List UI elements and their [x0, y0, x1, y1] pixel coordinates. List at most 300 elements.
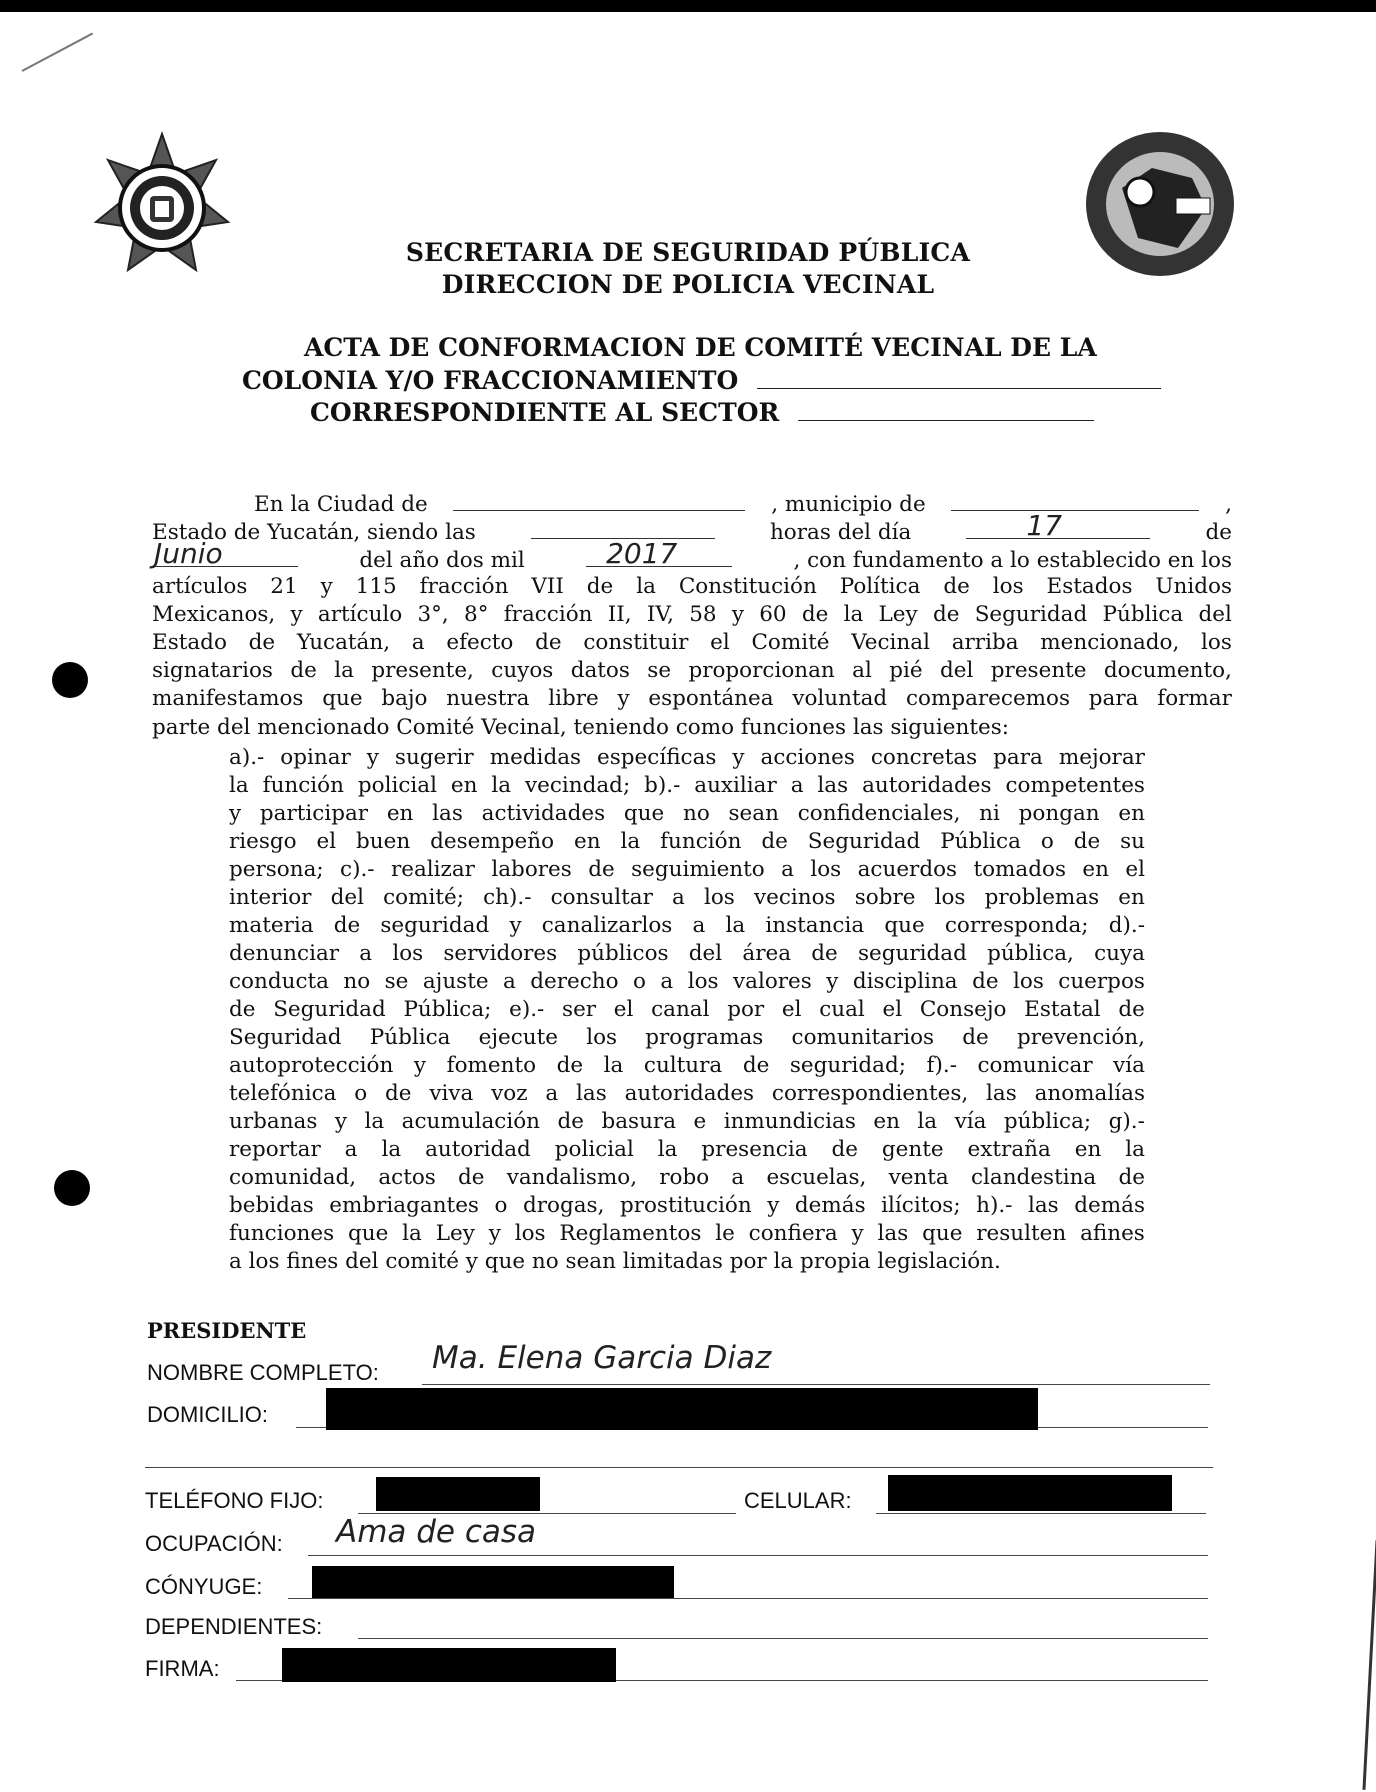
- word: en: [386, 801, 414, 826]
- word: o: [354, 1081, 368, 1106]
- word: cuya: [1094, 941, 1145, 966]
- word: basura: [601, 1109, 677, 1134]
- word: la: [402, 1221, 422, 1246]
- word: inmundicias: [723, 1109, 856, 1134]
- word: acuerdos: [857, 857, 958, 882]
- word: viva: [429, 1081, 474, 1106]
- word: afines: [1080, 1221, 1145, 1246]
- word: voluntad: [792, 686, 888, 712]
- word: formar: [1157, 686, 1232, 712]
- redaction-bar: [326, 1388, 1038, 1430]
- title-line-1: ACTA DE CONFORMACION DE COMITÉ VECINAL DE LA: [304, 333, 1097, 362]
- dependientes-field[interactable]: [358, 1637, 1208, 1639]
- word: autoridad: [425, 1137, 531, 1162]
- intro-paragraph: [152, 488, 1232, 742]
- functions-line: [229, 996, 1145, 1024]
- word: programas: [645, 1025, 764, 1050]
- word: anomalías: [1034, 1081, 1145, 1106]
- punch-hole: [52, 662, 88, 698]
- word: g).-: [1108, 1109, 1145, 1134]
- scan-top-border: [0, 0, 1376, 12]
- functions-line: [229, 912, 1145, 940]
- word: espontánea: [648, 686, 774, 712]
- word: cual: [819, 997, 865, 1022]
- word: seguridad: [857, 941, 967, 966]
- word: del: [1198, 601, 1232, 627]
- word: a: [781, 857, 794, 882]
- word: canal: [651, 997, 710, 1022]
- word: de: [248, 629, 276, 655]
- word: d).-: [1108, 913, 1145, 938]
- word: Pública;: [403, 997, 492, 1022]
- word: comunitarios: [791, 1025, 935, 1050]
- word: conducta: [229, 969, 329, 994]
- word: por: [727, 997, 765, 1022]
- word: Seguridad: [974, 601, 1088, 627]
- word: buen: [356, 829, 411, 854]
- word: de: [962, 1025, 989, 1050]
- word: que: [922, 1221, 963, 1246]
- word: policial: [357, 773, 437, 798]
- word: vecindad;: [524, 773, 631, 798]
- word: pública,: [987, 941, 1074, 966]
- word: el: [316, 829, 337, 854]
- word: la: [491, 773, 512, 798]
- word: pongan: [1018, 801, 1100, 826]
- word: para: [993, 745, 1043, 770]
- word: los: [810, 857, 842, 882]
- word: Consejo: [919, 997, 1007, 1022]
- word: en: [1074, 1137, 1102, 1162]
- word: los: [392, 941, 424, 966]
- word: 3°,: [417, 601, 449, 627]
- word: fracción: [419, 573, 509, 599]
- word: 58: [689, 601, 717, 627]
- word: Pública: [1102, 601, 1184, 627]
- word: a: [731, 1165, 745, 1190]
- word: la: [725, 913, 746, 938]
- word: a).-: [229, 745, 265, 770]
- word: la: [381, 1137, 402, 1162]
- word: telefónica: [229, 1081, 337, 1106]
- text-estado: Estado de Yucatán, siendo las: [152, 520, 476, 546]
- word: del: [940, 658, 974, 684]
- functions-line: [229, 1108, 1145, 1136]
- word: e).-: [509, 997, 545, 1022]
- word: bebidas: [229, 1193, 314, 1218]
- word: el: [710, 629, 730, 655]
- redaction-bar: [376, 1477, 540, 1511]
- word: instancia: [765, 913, 865, 938]
- text-de: de: [1205, 520, 1232, 546]
- title-line-2: [242, 366, 1161, 395]
- word: los: [514, 1221, 546, 1246]
- word: Estados: [1046, 573, 1133, 599]
- redaction-bar: [312, 1566, 674, 1598]
- word: presente: [990, 658, 1087, 684]
- functions-line: [229, 1080, 1145, 1108]
- word: al: [852, 658, 872, 684]
- word: los: [934, 885, 966, 910]
- word: escuelas,: [766, 1165, 867, 1190]
- word: de: [1118, 997, 1145, 1022]
- word: 21: [270, 573, 298, 599]
- word: los: [687, 969, 719, 994]
- word: valores: [732, 969, 812, 994]
- word: persona;: [229, 857, 324, 882]
- punch-hole: [54, 1170, 90, 1206]
- word: en: [573, 829, 601, 854]
- word: proporcionan: [688, 658, 835, 684]
- word: de: [742, 1053, 770, 1078]
- paragraph-line: [152, 629, 1232, 657]
- word: seguridad;: [789, 1053, 906, 1078]
- word: de: [290, 658, 317, 684]
- word: gente: [881, 1137, 944, 1162]
- word: resulten: [976, 1221, 1067, 1246]
- word: de: [761, 829, 788, 854]
- word: para: [1088, 686, 1139, 712]
- word: Vecinal: [851, 629, 930, 655]
- word: IV,: [646, 601, 674, 627]
- word: confidenciales,: [797, 801, 961, 826]
- word: el: [882, 997, 903, 1022]
- word: de: [801, 601, 829, 627]
- word: Comité: [751, 629, 830, 655]
- dependientes-label: DEPENDIENTES:: [145, 1614, 323, 1639]
- word: área: [742, 941, 792, 966]
- word: a: [790, 773, 804, 798]
- word: la: [620, 829, 641, 854]
- word: documento,: [1103, 658, 1232, 684]
- header-line-1: SECRETARIA DE SEGURIDAD PÚBLICA: [405, 238, 971, 267]
- functions-line: [229, 1136, 1145, 1164]
- word: de: [811, 941, 838, 966]
- word: demás: [1074, 1193, 1145, 1218]
- word: Mexicanos,: [152, 601, 276, 627]
- domicilio-label: DOMICILIO:: [147, 1402, 269, 1427]
- word: que: [884, 913, 925, 938]
- word: a: [545, 1081, 559, 1106]
- ocupacion-field[interactable]: [308, 1554, 1208, 1556]
- word: materia: [229, 913, 314, 938]
- paragraph-line: parte del mencionado Comité Vecinal, teniendo como funciones las siguientes:: [152, 714, 1010, 740]
- word: Pública: [369, 1025, 451, 1050]
- word: ejecute: [478, 1025, 559, 1050]
- header-line-2: DIRECCION DE POLICIA VECINAL: [441, 270, 935, 299]
- word: y: [767, 1193, 780, 1218]
- word: Estatal: [1024, 997, 1101, 1022]
- nombre-field[interactable]: [422, 1383, 1210, 1385]
- celular-field[interactable]: [876, 1512, 1206, 1514]
- word: la: [1125, 1137, 1145, 1162]
- word: públicos: [577, 941, 669, 966]
- word: vía: [1113, 1053, 1145, 1078]
- word: arriba: [951, 629, 1019, 655]
- word: opinar: [280, 745, 351, 770]
- text-fundamento: , con fundamento a lo establecido en los: [793, 548, 1232, 574]
- word: no: [682, 801, 710, 826]
- word: presente,: [371, 658, 474, 684]
- word: VII: [531, 573, 564, 599]
- functions-line: [229, 772, 1145, 800]
- word: la: [657, 1137, 678, 1162]
- word: en: [1082, 857, 1109, 882]
- word: Ley: [435, 1221, 475, 1246]
- word: derecho: [530, 969, 619, 994]
- word: las: [576, 1081, 607, 1106]
- word: libre: [548, 686, 599, 712]
- word: de: [972, 969, 999, 994]
- word: Constitución: [678, 573, 817, 599]
- word: que: [623, 801, 665, 826]
- word: Unidos: [1155, 573, 1232, 599]
- word: c).-: [340, 857, 375, 882]
- word: e: [693, 1109, 707, 1134]
- word: del: [688, 941, 723, 966]
- word: a: [411, 629, 425, 655]
- word: de: [831, 1137, 858, 1162]
- functions-line: a los fines del comité y que no sean limitadas por la propia legislación.: [229, 1249, 1001, 1274]
- word: Seguridad: [273, 997, 386, 1022]
- text-anio: del año dos mil: [359, 548, 525, 574]
- word: servidores: [443, 941, 558, 966]
- word: a: [359, 941, 373, 966]
- word: tomados: [973, 857, 1066, 882]
- word: Reglamentos: [559, 1221, 702, 1246]
- word: la: [917, 1109, 938, 1134]
- mes-field[interactable]: [152, 537, 298, 571]
- word: vía: [954, 1109, 987, 1134]
- title-sector-label: CORRESPONDIENTE AL SECTOR: [310, 398, 780, 427]
- word: h).-: [976, 1193, 1013, 1218]
- word: robo: [659, 1165, 710, 1190]
- sector-blank[interactable]: [798, 419, 1094, 421]
- functions-line: [229, 1052, 1145, 1080]
- word: Yucatán,: [296, 629, 391, 655]
- word: drogas,: [522, 1193, 605, 1218]
- word: sobre: [854, 885, 916, 910]
- word: pública;: [1003, 1109, 1092, 1134]
- word: la: [843, 601, 864, 627]
- word: ilícitos;: [881, 1193, 961, 1218]
- word: denunciar: [229, 941, 340, 966]
- word: disciplina: [852, 969, 958, 994]
- word: del: [330, 885, 364, 910]
- word: y: [617, 686, 630, 712]
- word: extraña: [967, 1137, 1051, 1162]
- word: sean: [728, 801, 779, 826]
- word: interior: [229, 885, 312, 910]
- functions-line: [229, 1024, 1145, 1052]
- word: prostitución: [619, 1193, 752, 1218]
- word: vecinos: [753, 885, 836, 910]
- word: cultura: [643, 1053, 723, 1078]
- word: de: [229, 997, 256, 1022]
- word: realizar: [390, 857, 475, 882]
- horas-blank[interactable]: [531, 516, 715, 539]
- word: 60: [759, 601, 787, 627]
- telefono-label: TELÉFONO FIJO:: [145, 1488, 324, 1513]
- word: correspondientes,: [771, 1081, 969, 1106]
- word: el: [1125, 857, 1145, 882]
- dia-field[interactable]: [966, 508, 1150, 542]
- municipio-blank[interactable]: [951, 488, 1199, 511]
- word: las: [986, 1081, 1017, 1106]
- text-horas: horas del día: [769, 520, 912, 546]
- word: Estado: [152, 629, 227, 655]
- title-line-3: [310, 398, 1094, 427]
- word: los: [703, 885, 735, 910]
- word: manifestamos: [152, 686, 304, 712]
- word: la: [334, 658, 354, 684]
- ocupacion-label: OCUPACIÓN:: [145, 1531, 283, 1556]
- nombre-label: NOMBRE COMPLETO:: [147, 1360, 379, 1385]
- word: en: [450, 773, 478, 798]
- paragraph-line: [152, 657, 1232, 685]
- word: fracción: [503, 601, 593, 627]
- word: ser: [562, 997, 597, 1022]
- title-colonia-label: COLONIA Y/O FRACCIONAMIENTO: [242, 366, 739, 395]
- word: en: [1118, 885, 1145, 910]
- word: mencionado,: [1040, 629, 1180, 655]
- word: que: [322, 686, 363, 712]
- word: y: [413, 1053, 427, 1078]
- word: problemas: [984, 885, 1100, 910]
- word: II,: [607, 601, 632, 627]
- word: competentes: [1005, 773, 1145, 798]
- word: pié: [889, 658, 923, 684]
- word: auxiliar: [694, 773, 777, 798]
- word: nuestra: [446, 686, 530, 712]
- colonia-blank[interactable]: [757, 387, 1161, 389]
- word: la: [364, 1109, 385, 1134]
- anio-handwritten: 2017: [606, 537, 678, 571]
- anio-field[interactable]: [586, 537, 732, 571]
- word: reportar: [229, 1137, 321, 1162]
- word: cuyos: [491, 658, 554, 684]
- word: de: [586, 573, 614, 599]
- paragraph-line: [152, 573, 1232, 601]
- ciudad-blank[interactable]: [453, 488, 745, 511]
- paragraph-line: [152, 601, 1232, 629]
- word: funciones: [229, 1221, 335, 1246]
- word: de: [1073, 829, 1101, 854]
- word: se: [647, 658, 672, 684]
- word: a: [672, 885, 685, 910]
- word: función: [660, 829, 742, 854]
- word: Ley: [878, 601, 918, 627]
- word: canalizarlos: [541, 913, 673, 938]
- conyuge-label: CÓNYUGE:: [145, 1574, 263, 1599]
- word: autoridades: [624, 1081, 755, 1106]
- word: y: [290, 601, 303, 627]
- word: constituir: [583, 629, 689, 655]
- word: ajuste: [422, 969, 489, 994]
- word: y: [488, 1221, 501, 1246]
- word: a: [660, 969, 674, 994]
- word: 8°: [464, 601, 489, 627]
- word: actos: [378, 1165, 436, 1190]
- functions-line: [229, 968, 1145, 996]
- word: función: [262, 773, 344, 798]
- word: y: [732, 745, 745, 770]
- word: los: [992, 573, 1024, 599]
- word: en: [1118, 801, 1145, 826]
- word: las: [432, 801, 463, 826]
- word: f).-: [926, 1053, 957, 1078]
- word: y: [509, 913, 522, 938]
- word: vandalismo,: [506, 1165, 638, 1190]
- word: los: [1013, 969, 1044, 994]
- text-municipio: , municipio de: [771, 492, 926, 517]
- word: de: [943, 573, 970, 599]
- word: las: [1027, 1193, 1059, 1218]
- word: fomento: [446, 1053, 537, 1078]
- word: la: [603, 1053, 624, 1078]
- word: y: [229, 801, 242, 826]
- word: cuerpos: [1058, 969, 1145, 994]
- word: comunidad,: [229, 1165, 357, 1190]
- word: de: [458, 1165, 485, 1190]
- redaction-bar: [888, 1475, 1172, 1511]
- dia-handwritten: 17: [1026, 508, 1063, 542]
- celular-label: CELULAR:: [744, 1488, 852, 1513]
- functions-line: [229, 1164, 1145, 1192]
- word: urbanas: [229, 1109, 318, 1134]
- word: en: [873, 1109, 900, 1134]
- word: la: [636, 573, 656, 599]
- word: de: [333, 913, 361, 938]
- functions-line: [229, 940, 1145, 968]
- word: medidas: [489, 745, 582, 770]
- word: a: [503, 969, 516, 994]
- word: seguridad: [380, 913, 490, 938]
- word: concretas: [870, 745, 978, 770]
- word: acciones: [760, 745, 855, 770]
- word: signatarios: [152, 658, 273, 684]
- word: clandestina: [970, 1165, 1097, 1190]
- word: y: [731, 601, 744, 627]
- word: a: [692, 913, 706, 938]
- word: la: [229, 773, 249, 798]
- text-comma: ,: [1225, 492, 1232, 517]
- word: y: [366, 745, 379, 770]
- scan-edge: [1362, 1540, 1376, 1790]
- word: voz: [491, 1081, 528, 1106]
- word: autoprotección: [229, 1053, 394, 1078]
- word: mejorar: [1058, 745, 1145, 770]
- word: el: [613, 997, 634, 1022]
- word: específicas: [597, 745, 717, 770]
- domicilio-field-line-2[interactable]: [145, 1466, 1213, 1468]
- word: Pública: [940, 829, 1021, 854]
- word: de: [556, 1053, 584, 1078]
- word: consultar: [550, 885, 653, 910]
- word: comparecemos: [905, 686, 1071, 712]
- functions-line: [229, 800, 1145, 828]
- functions-line: [229, 1192, 1145, 1220]
- word: le: [715, 1221, 735, 1246]
- word: y: [851, 1221, 864, 1246]
- word: autoridades: [862, 773, 992, 798]
- functions-line: [229, 1220, 1145, 1248]
- word: los: [586, 1025, 618, 1050]
- functions-line: [229, 884, 1145, 912]
- firma-label: FIRMA:: [145, 1656, 220, 1681]
- section-heading-presidente: PRESIDENTE: [147, 1318, 307, 1343]
- word: de: [588, 857, 615, 882]
